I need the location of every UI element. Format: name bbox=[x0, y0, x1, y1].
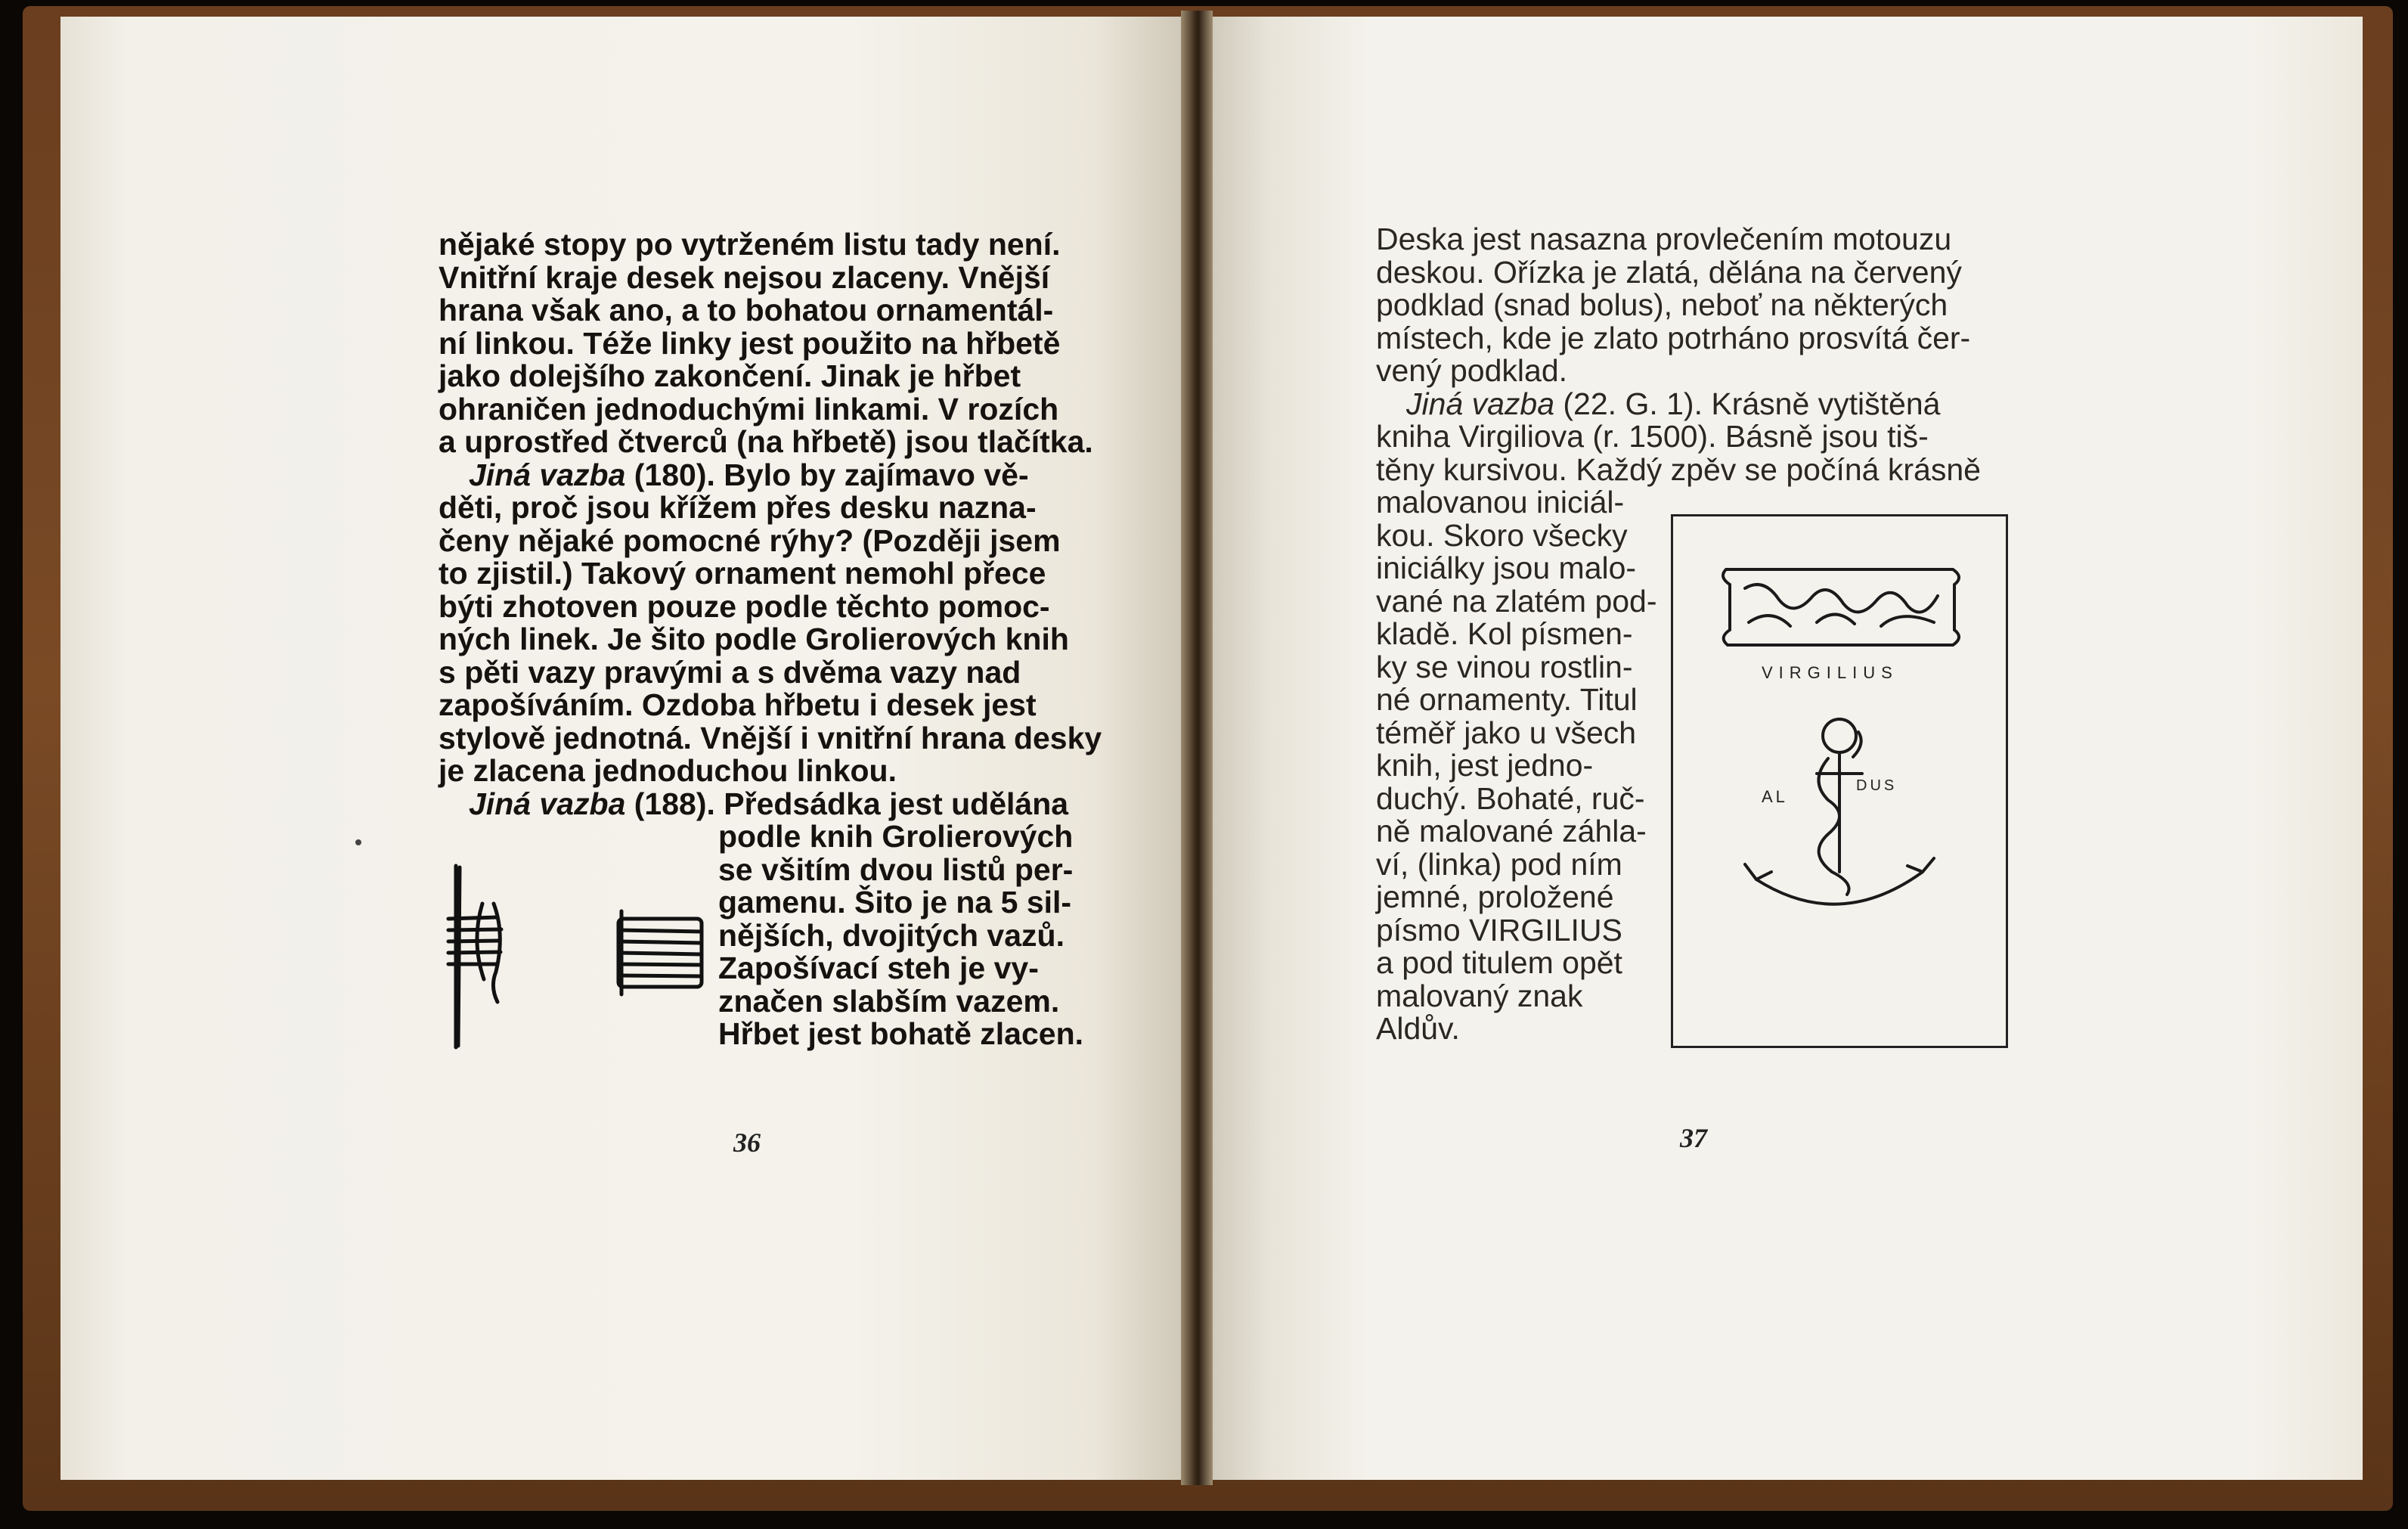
paragraph-title: Jiná vazba bbox=[1406, 386, 1555, 421]
text-line: kou. Skoro všecky bbox=[1376, 517, 1628, 553]
text-line: podklad (snad bolus), neboť na některých bbox=[1376, 287, 1948, 322]
text-line: těny kursivou. Každý zpěv se počíná krásně bbox=[1376, 451, 1981, 487]
text-line: téměř jako u všech bbox=[1376, 715, 1637, 750]
paragraph-start bbox=[439, 788, 1102, 821]
text-line: Deska jest nasazna provlečením motouzu bbox=[1376, 222, 1952, 256]
paragraph-title: Jiná vazba bbox=[469, 786, 626, 821]
text-fragment: (22. G. 1). Krásně vytištěná bbox=[1554, 386, 1941, 421]
text-fragment: (188). Předsádka jest udělána bbox=[625, 786, 1069, 821]
text-line: vané na zlatém pod- bbox=[1376, 583, 1657, 619]
text-line: je zlacena jednoduchou linkou. bbox=[439, 753, 897, 788]
text-fragment: (180). Bylo by zajímavo vě- bbox=[625, 457, 1029, 492]
text-line: iniciálky jsou malo- bbox=[1376, 551, 1637, 585]
text-line: to zjistil.) Takový ornament nemohl přece bbox=[439, 556, 1046, 591]
sewing-diagram bbox=[437, 858, 709, 1055]
text-line: se všitím dvou listů per- bbox=[718, 851, 1074, 887]
title-page-illustration bbox=[1671, 514, 2008, 1048]
text-line: ní linkou. Téže linky jest použito na hřbetě bbox=[439, 325, 1061, 361]
text-line: ví, (linka) pod ním bbox=[1376, 846, 1622, 882]
text-line: čeny nějaké pomocné rýhy? (Později jsem bbox=[439, 523, 1061, 558]
text-line: zapošíváním. Ozdoba hřbetu i desek jest bbox=[439, 687, 1037, 722]
text-line: jako dolejšího zakončení. Jinak je hřbet bbox=[439, 358, 1021, 393]
text-line: hrana však ano, a to bohatou ornamentál- bbox=[439, 293, 1054, 327]
aldine-mark-left: AL bbox=[1762, 787, 1788, 806]
text-line: podle knih Grolierových bbox=[718, 819, 1074, 854]
paragraph-start bbox=[439, 459, 1102, 492]
text-line: Zapošívací steh je vy- bbox=[718, 951, 1039, 985]
book-gutter bbox=[1181, 11, 1213, 1485]
paragraph-title: Jiná vazba bbox=[469, 457, 626, 492]
text-line: deskou. Ořízka je zlatá, dělána na červený bbox=[1376, 254, 1962, 290]
text-line: Hřbet jest bohatě zlacen. bbox=[718, 1016, 1084, 1051]
text-line: malovanou iniciál- bbox=[1376, 485, 1625, 519]
text-line: gamenu. Šito je na 5 sil- bbox=[718, 885, 1072, 920]
page-number: 37 bbox=[1680, 1123, 1707, 1153]
text-line: malovaný znak bbox=[1376, 978, 1583, 1013]
text-line: kniha Virgiliova (r. 1500). Básně jsou tiš- bbox=[1376, 419, 1929, 454]
text-line: místech, kde je zlato potrháno prosvítá čer- bbox=[1376, 320, 1971, 355]
text-line: a uprostřed čtverců (na hřbetě) jsou tlačítka. bbox=[439, 424, 1093, 459]
text-line: a pod titulem opět bbox=[1376, 945, 1622, 980]
text-line: býti zhotoven pouze podle těchto pomoc- bbox=[439, 588, 1050, 624]
page-number: 36 bbox=[733, 1127, 761, 1158]
text-line: Aldův. bbox=[1376, 1011, 1460, 1046]
text-line: písmo VIRGILIUS bbox=[1376, 912, 1622, 947]
paragraph-start bbox=[1376, 388, 1981, 421]
text-line: ky se vinou rostlin- bbox=[1376, 649, 1633, 684]
text-line: s pěti vazy pravými a s dvěma vazy nad bbox=[439, 654, 1021, 690]
text-line: né ornamenty. Titul bbox=[1376, 682, 1638, 717]
text-line: nějších, dvojitých vazů. bbox=[718, 917, 1065, 953]
text-line: Vnitřní kraje desek nejsou zlaceny. Vnější bbox=[439, 259, 1050, 295]
text-line: ohraničen jednoduchými linkami. V rozích bbox=[439, 391, 1059, 426]
text-line: ně malované záhla- bbox=[1376, 814, 1647, 848]
aldine-anchor-illustration bbox=[1673, 516, 2006, 1046]
text-line: stylově jednotná. Vnější i vnitřní hrana desky bbox=[439, 720, 1102, 755]
sewing-diagram-icon bbox=[437, 858, 709, 1055]
text-line: značen slabším vazem. bbox=[718, 983, 1060, 1019]
text-line: nějaké stopy po vytrženém listu tady není. bbox=[439, 227, 1061, 262]
illustration-title: VIRGILIUS bbox=[1762, 663, 1898, 682]
text-line: kladě. Kol písmen- bbox=[1376, 616, 1633, 651]
text-line: duchý. Bohaté, ruč- bbox=[1376, 780, 1645, 816]
text-line: ných linek. Je šito podle Grolierových knih bbox=[439, 622, 1069, 656]
text-line: děti, proč jsou křížem přes desku nazna- bbox=[439, 490, 1037, 525]
text-line: jemné, proložené bbox=[1376, 879, 1614, 914]
text-line: vený podklad. bbox=[1376, 353, 1568, 388]
text-line: knih, jest jedno- bbox=[1376, 748, 1594, 783]
aldine-mark-right: DUS bbox=[1856, 777, 1898, 794]
page-mark bbox=[355, 839, 361, 845]
